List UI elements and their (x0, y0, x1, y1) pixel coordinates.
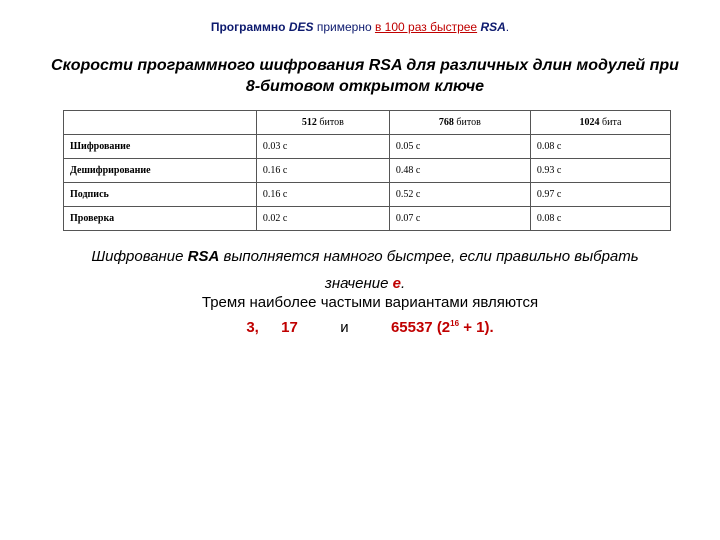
headline (0, 20, 720, 34)
header-cell-1024: 1024 бита (530, 111, 670, 135)
table-row (64, 183, 671, 207)
table-cell: 0.07 с (389, 207, 530, 231)
table-cell: 0.48 с (389, 159, 530, 183)
table-cell: 0.05 с (389, 135, 530, 159)
variant-3: 3, (246, 319, 259, 336)
headline-rsa: RSA (480, 20, 506, 34)
rsa-speed-table (63, 110, 671, 231)
table-row (64, 159, 671, 183)
row-label: Дешифрирование (64, 159, 257, 183)
header-cell-768: 768 битов (389, 111, 530, 135)
table-cell: 0.16 с (256, 183, 389, 207)
headline-faster: в 100 раз быстрее (374, 20, 478, 34)
para-e: e (392, 275, 401, 292)
page-title (40, 55, 690, 97)
title-line2: 8-битовом открытом ключе (245, 78, 485, 95)
variant-17: 17 (281, 319, 298, 336)
para-part3: значение (324, 275, 389, 292)
table-cell: 0.16 с (256, 159, 389, 183)
headline-des: DES (288, 20, 314, 34)
headline-period: . (505, 20, 510, 34)
table-cell: 0.52 с (389, 183, 530, 207)
para-part1: Шифрование (91, 248, 184, 265)
table-cell: 0.97 с (530, 183, 670, 207)
row-label: Подпись (64, 183, 257, 207)
table-cell: 0.08 с (530, 135, 670, 159)
para-rsa: RSA (187, 248, 220, 265)
table-row (64, 207, 671, 231)
variants-list (0, 319, 720, 336)
header-cell-512: 512 битов (256, 111, 389, 135)
row-label: Шифрование (64, 135, 257, 159)
headline-part2: примерно (316, 20, 372, 34)
variant-exponent: 16 (450, 319, 460, 328)
table-header-row (64, 111, 671, 135)
variants-and: и (340, 319, 349, 336)
variants-intro: Тремя наиболее частыми вариантами являются (201, 294, 539, 311)
header-empty-cell (64, 111, 257, 135)
table-row (64, 135, 671, 159)
row-label: Проверка (64, 207, 257, 231)
table-cell: 0.08 с (530, 207, 670, 231)
rsa-paragraph (40, 243, 690, 297)
table-cell: 0.02 с (256, 207, 389, 231)
title-line1: Скорости программного шифрования RSA для различных длин модулей при (51, 57, 679, 74)
table-cell: 0.93 с (530, 159, 670, 183)
table-cell: 0.03 с (256, 135, 389, 159)
para-period: . (400, 275, 406, 292)
para-part2: выполняется намного быстрее, если правильно выбрать (223, 248, 639, 265)
headline-part1: Программно (210, 20, 286, 34)
variant-65537: 65537 $(2^{16} + 1)$. (390, 319, 494, 336)
